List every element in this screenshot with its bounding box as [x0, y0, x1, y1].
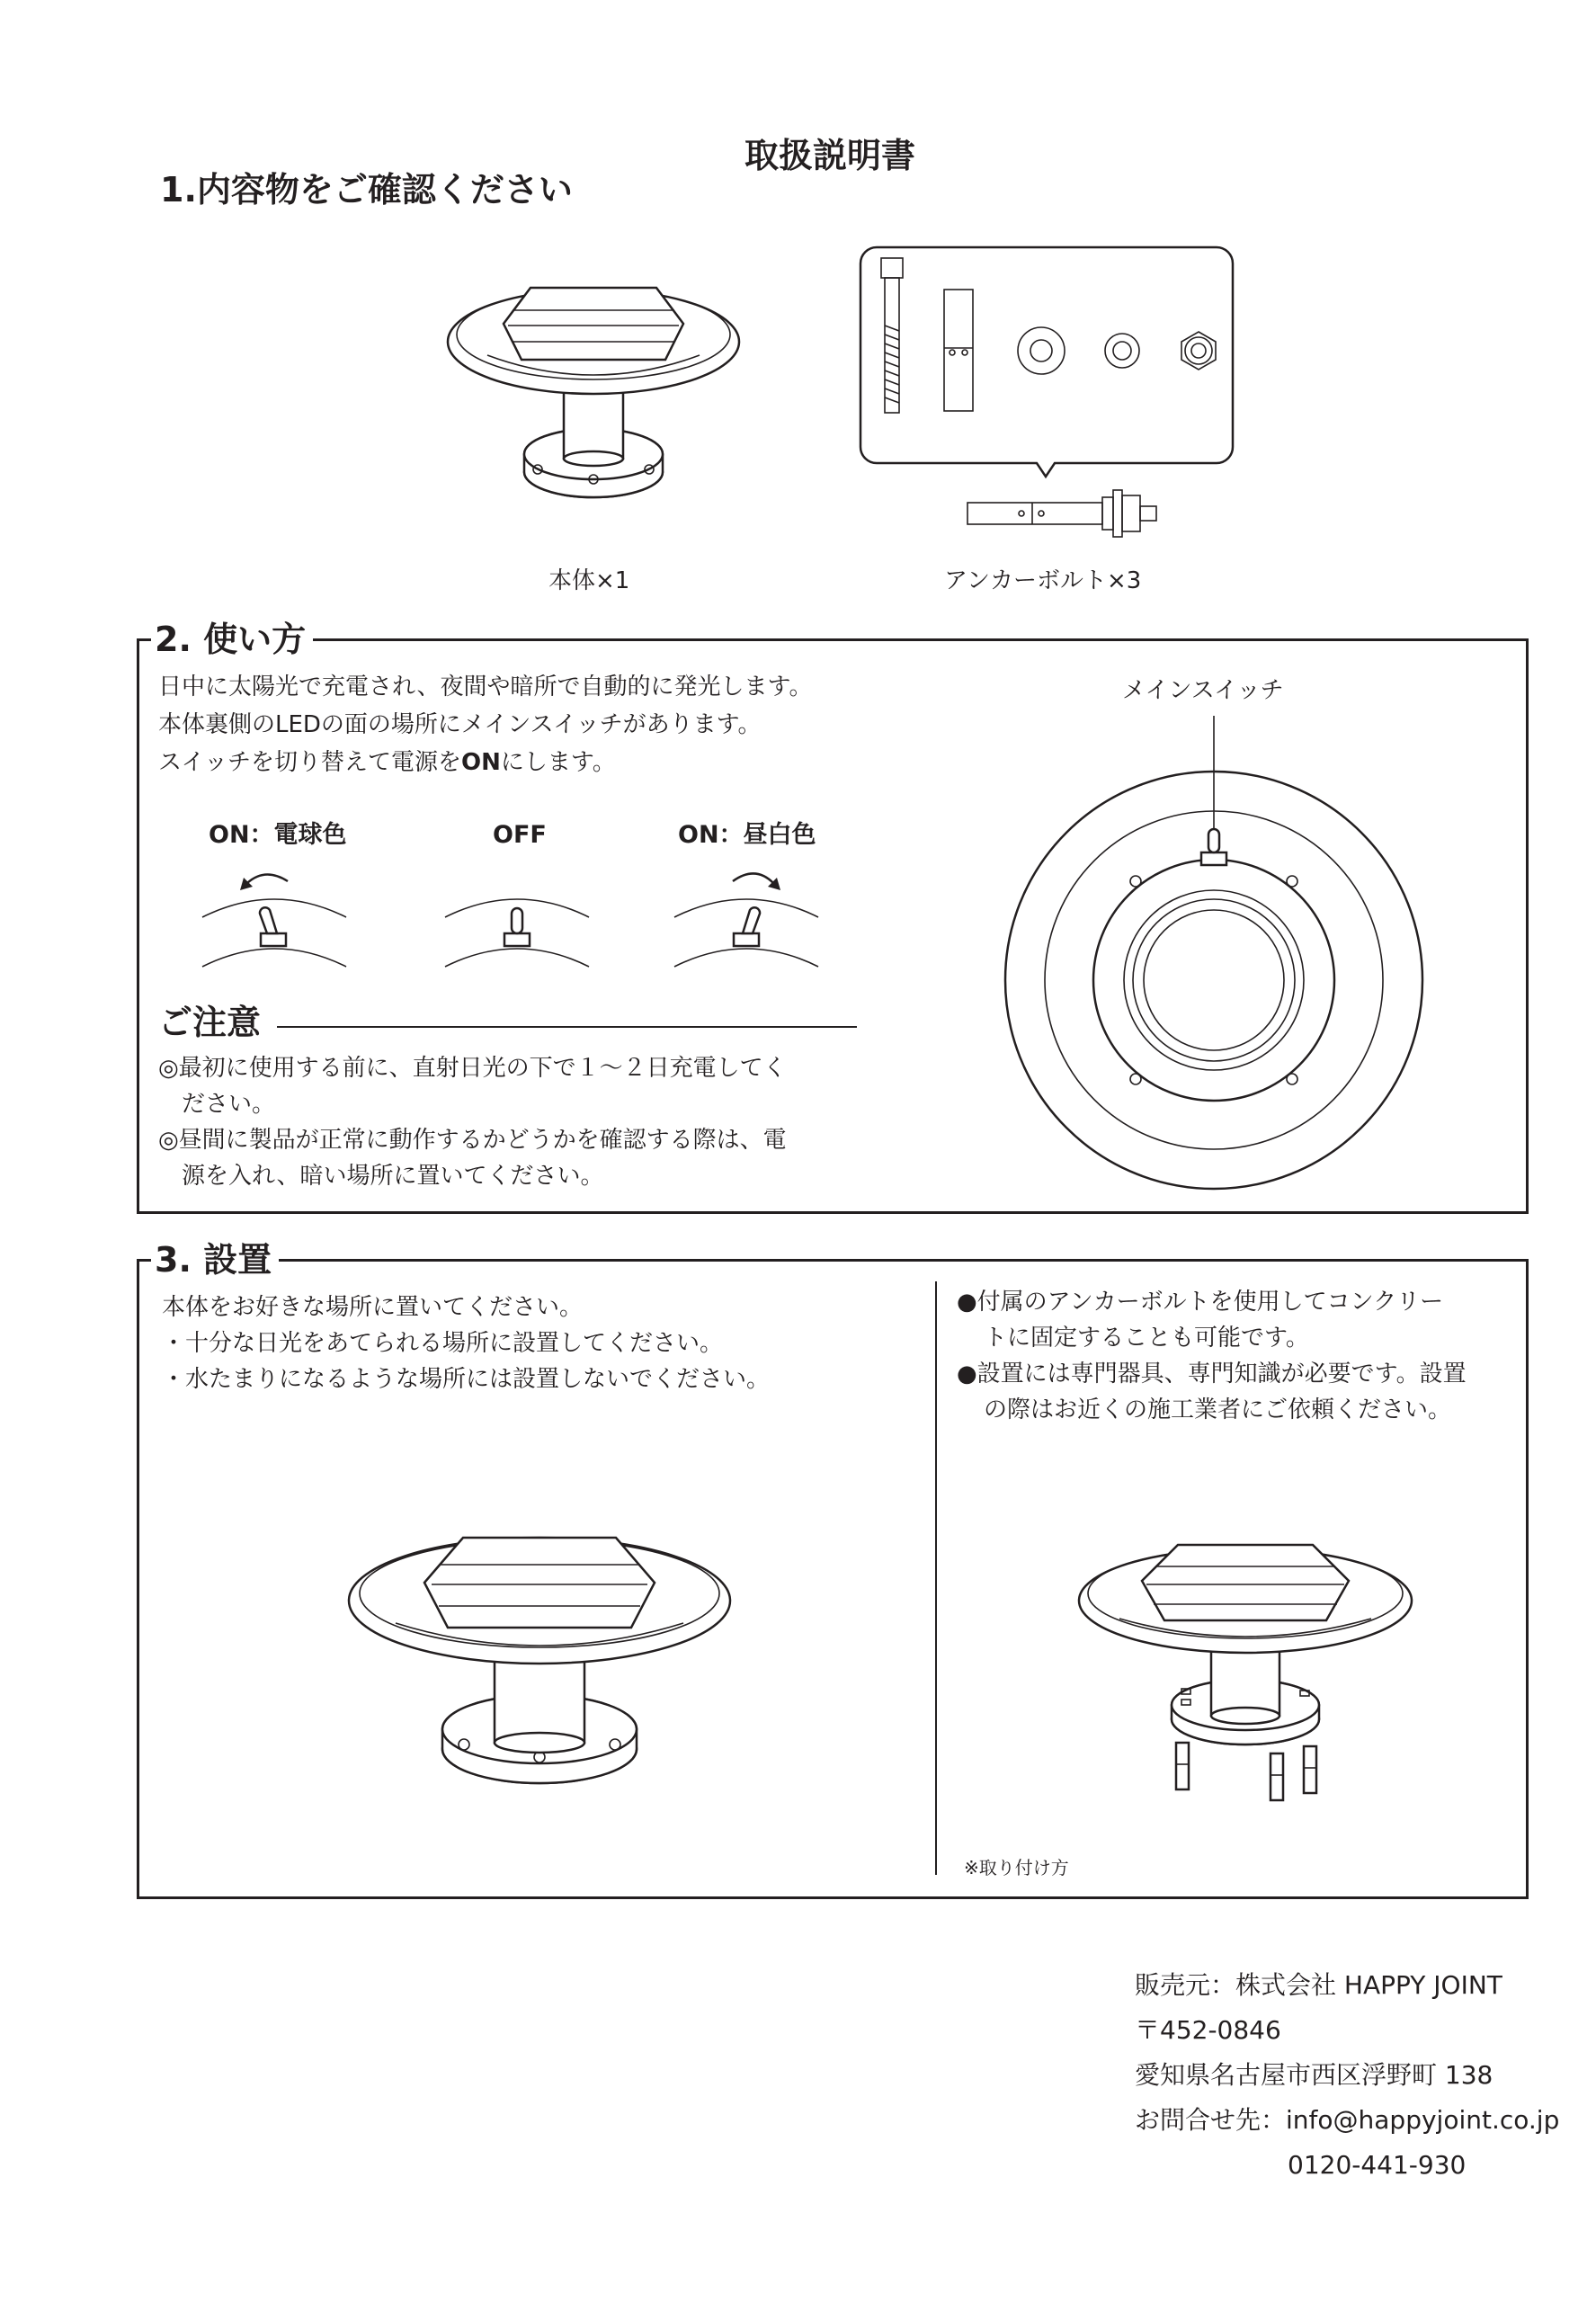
install-unit-illustration — [315, 1529, 764, 1798]
install-method-note: ※取り付け方 — [964, 1857, 1069, 1878]
install-anchor-illustration — [1057, 1529, 1434, 1816]
switch-diagram-warm — [193, 863, 355, 971]
install-line-3: ・水たまりになるような場所には設置しないでください。 — [162, 1366, 771, 1393]
switch-diagram-daylight — [665, 863, 827, 971]
accessory-callout-box — [859, 245, 1236, 487]
anchor-bolt-label: アンカーボルト×3 — [944, 567, 1142, 594]
address: 愛知県名古屋市西区浮野町 138 — [1135, 2060, 1493, 2090]
seller-info: 販売元：株式会社 HAPPY JOINT — [1135, 1970, 1502, 2000]
section2-title: 2. 使い方 — [151, 617, 313, 662]
contact-email: お問合せ先：info@happyjoint.co.jp — [1135, 2105, 1560, 2135]
install-note-2-line2: の際はお近くの施工業者にご依頼ください。 — [984, 1396, 1452, 1423]
install-line-2: ・十分な日光をあてられる場所に設置してください。 — [162, 1330, 724, 1357]
usage-line-1: 日中に太陽光で充電され、夜間や暗所で自動的に発光します。 — [158, 674, 813, 700]
usage-line-2: 本体裏側のLEDの面の場所にメインスイッチがあります。 — [158, 711, 762, 738]
install-note-1-line1: ●付属のアンカーボルトを使用してコンクリー — [957, 1289, 1444, 1316]
main-unit-label: 本体×1 — [548, 567, 630, 594]
install-note-1-line2: トに固定することも可能です。 — [984, 1325, 1309, 1352]
caution-item-1-line2: ださい。 — [182, 1091, 276, 1118]
anchor-bolt-assembled — [962, 481, 1160, 544]
install-line-1: 本体をお好きな場所に置いてください。 — [162, 1294, 584, 1321]
caution-title: ご注意 — [158, 1003, 262, 1042]
install-note-2-line1: ●設置には専門器具、専門知識が必要です。設置 — [957, 1361, 1467, 1387]
switch-mode-off: OFF — [493, 821, 547, 849]
caution-item-2-line1: ◎昼間に製品が正常に動作するかどうかを確認する際は、電 — [158, 1127, 787, 1154]
switch-mode-daylight: ON：昼白色 — [678, 821, 816, 849]
caution-divider — [277, 1026, 857, 1028]
usage-line-3-post: にします。 — [500, 749, 616, 776]
main-unit-illustration — [423, 270, 764, 513]
phone-number: 0120-441-930 — [1288, 2150, 1467, 2180]
caution-item-1-line1: ◎最初に使用する前に、直射日光の下で１～２日充電してく — [158, 1055, 787, 1082]
usage-line-3-on: ON — [460, 749, 501, 776]
main-switch-label: メインスイッチ — [1122, 677, 1284, 704]
postal-code: 〒452-0846 — [1135, 2015, 1281, 2045]
usage-line-3-pre: スイッチを切り替えて電源を — [158, 749, 461, 776]
section3-divider — [935, 1281, 937, 1875]
section3-title: 3. 設置 — [151, 1237, 279, 1282]
switch-mode-warm: ON：電球色 — [209, 821, 347, 849]
document-title: 取扱説明書 — [745, 136, 916, 175]
section1-title: 1.内容物をご確認ください — [160, 170, 573, 210]
usage-line-3 — [158, 745, 616, 781]
unit-back-view — [989, 710, 1439, 1187]
caution-item-2-line2: 源を入れ、暗い場所に置いてください。 — [182, 1163, 604, 1190]
switch-diagram-off — [436, 863, 598, 971]
